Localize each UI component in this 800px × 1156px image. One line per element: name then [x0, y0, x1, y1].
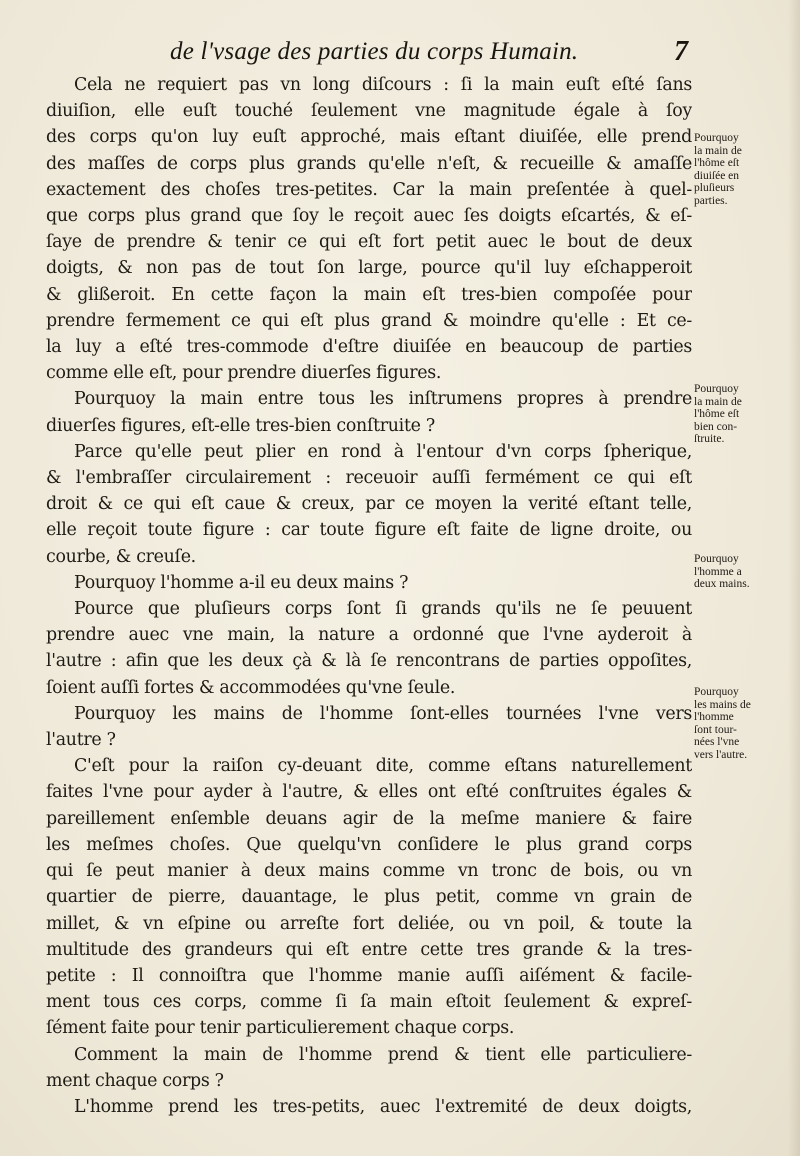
margin-note: [694, 553, 794, 591]
running-head: de l'vsage des parties du corps Humain.: [170, 38, 579, 65]
text-line: multitude des grandeurs qui eſt entre cette tres grande & la tres-: [46, 939, 692, 960]
text-line: ſément faite pour tenir particulierement chaque corps.: [46, 1018, 515, 1039]
question-line: l'autre ?: [46, 730, 116, 751]
page-number: 7: [674, 36, 688, 67]
text-line: que corps plus grand que ſoy le reçoit auec ſes doigts eſcartés, & eſ-: [46, 206, 692, 227]
margin-note-line: l'hôme eſt: [694, 157, 740, 170]
margin-note-line: nées l'vne: [694, 736, 740, 749]
margin-note: [694, 383, 794, 446]
margin-note-line: l'hôme eſt: [694, 408, 740, 421]
text-line: L'homme prend les tres-petits, auec l'extremité de deux doigts,: [74, 1096, 692, 1117]
margin-note-line: Pourquoy: [694, 383, 739, 395]
text-line: diuiſion, elle euſt touché ſeulement vne magnitude égale à ſoy: [46, 101, 692, 122]
margin-note-line: ſont tour-: [694, 723, 737, 736]
page-edge-shading: [788, 0, 800, 1156]
margin-note-line: la main de: [694, 144, 742, 157]
margin-note-line: vers l'autre.: [694, 748, 748, 761]
text-line: pareillement enſemble deuans agir de la meſme maniere & faire: [46, 808, 692, 829]
text-line: C'eſt pour la raiſon cy-deuant dite, comme eſtans naturellement: [74, 756, 692, 777]
text-line: Pource que pluſieurs corps ſont ſi grands qu'ils ne ſe peuuent: [74, 599, 692, 620]
margin-note-line: deux mains.: [694, 578, 750, 591]
text-line: & l'embraſſer circulairement : receuoir auſſi fermément ce qui eſt: [46, 468, 692, 489]
question-line: Pourquoy l'homme a-il eu deux mains ?: [74, 572, 409, 593]
main-text-block: [46, 72, 692, 1120]
margin-note-line: diuiſée en: [694, 169, 740, 182]
text-line: prendre fermement ce qui eſt plus grand & moindre qu'elle : Et ce-: [46, 310, 692, 331]
margin-note-line: Pourquoy: [694, 132, 739, 144]
text-line: exactement des choſes tres-petites. Car la main preſentée à quel-: [46, 179, 692, 200]
page-header: [60, 38, 700, 70]
text-line: courbe, & creuſe.: [46, 546, 196, 567]
text-line: ſoient auſſi fortes & accommodées qu'vne ſeule.: [46, 677, 456, 698]
margin-note-line: bien con-: [694, 420, 738, 433]
question-line: Pourquoy la main entre tous les inſtrumens propres à prendre: [74, 389, 692, 410]
margin-note: [694, 132, 794, 208]
margin-note: [694, 686, 794, 762]
margin-note-line: pluſieurs: [694, 182, 735, 195]
text-line: elle reçoit toute figure : car toute figure eſt faite de ligne droite, ou: [46, 520, 692, 541]
text-line: la luy a eſté tres-commode d'eſtre diuiſée en beaucoup de parties: [46, 337, 692, 358]
text-line: & glißeroit. En cette façon la main eſt tres-bien compoſée pour: [46, 284, 692, 305]
text-line: des maſſes de corps plus grands qu'elle n'eſt, & recueille & amaſſe: [46, 153, 692, 174]
text-line: millet, & vn eſpine ou arreſte fort deliée, ou vn poil, & toute la: [46, 913, 692, 934]
text-line: Cela ne requiert pas vn long diſcours : ſi la main euſt eſté ſans: [74, 75, 692, 95]
text-line: des corps qu'on luy euſt approché, mais eſtant diuiſée, elle prend: [46, 127, 692, 148]
text-line: quartier de pierre, dauantage, le plus petit, comme vn grain de: [46, 887, 692, 908]
margin-note-line: Pourquoy: [694, 553, 739, 565]
text-line: droit & ce qui eſt caue & creux, par ce moyen la verité eſtant telle,: [46, 494, 692, 515]
text-line: l'autre : afin que les deux çà & là ſe rencontrans de parties oppoſites,: [46, 651, 692, 672]
margin-note-line: l'homme a: [694, 565, 742, 578]
text-line: comme elle eſt, pour prendre diuerſes figures.: [46, 363, 442, 384]
text-line: les meſmes choſes. Que quelqu'vn conſidere le plus grand corps: [46, 834, 692, 855]
margin-note-line: Pourquoy: [694, 686, 739, 698]
margin-note-line: les mains de: [694, 698, 751, 711]
text-line: ment tous ces corps, comme ſi ſa main eſtoit ſeulement & expreſ-: [46, 992, 692, 1013]
text-line: qui ſe peut manier à deux mains comme vn tronc de bois, ou vn: [46, 861, 692, 882]
text-line: prendre auec vne main, la nature a ordonné que l'vne ayderoit à: [46, 625, 692, 646]
margin-note-line: la main de: [694, 395, 742, 408]
margin-note-line: l'homme: [694, 711, 734, 724]
question-line: ment chaque corps ?: [46, 1070, 224, 1091]
text-line: petite : Il connoiſtra que l'homme manie auſſi aiſément & facile-: [46, 965, 692, 986]
text-line: faites l'vne pour ayder à l'autre, & elles ont eſté conſtruites égales &: [46, 782, 692, 803]
question-line: diuerſes figures, eſt-elle tres-bien conſtruite ?: [46, 415, 435, 436]
margin-note-line: parties.: [694, 194, 728, 207]
question-line: Comment la main de l'homme prend & tient elle particuliere-: [74, 1044, 692, 1065]
margin-notes: [694, 0, 794, 1156]
question-line: Pourquoy les mains de l'homme ſont-elles tournées l'vne vers: [74, 703, 692, 724]
text-line: ſaye de prendre & tenir ce qui eſt fort petit auec le bout de deux: [46, 232, 692, 253]
margin-note-line: ſtruite.: [694, 433, 725, 446]
text-line: Parce qu'elle peut plier en rond à l'entour d'vn corps ſpherique,: [74, 441, 692, 462]
text-line: doigts, & non pas de tout ſon large, pource qu'il luy eſchapperoit: [46, 258, 692, 279]
